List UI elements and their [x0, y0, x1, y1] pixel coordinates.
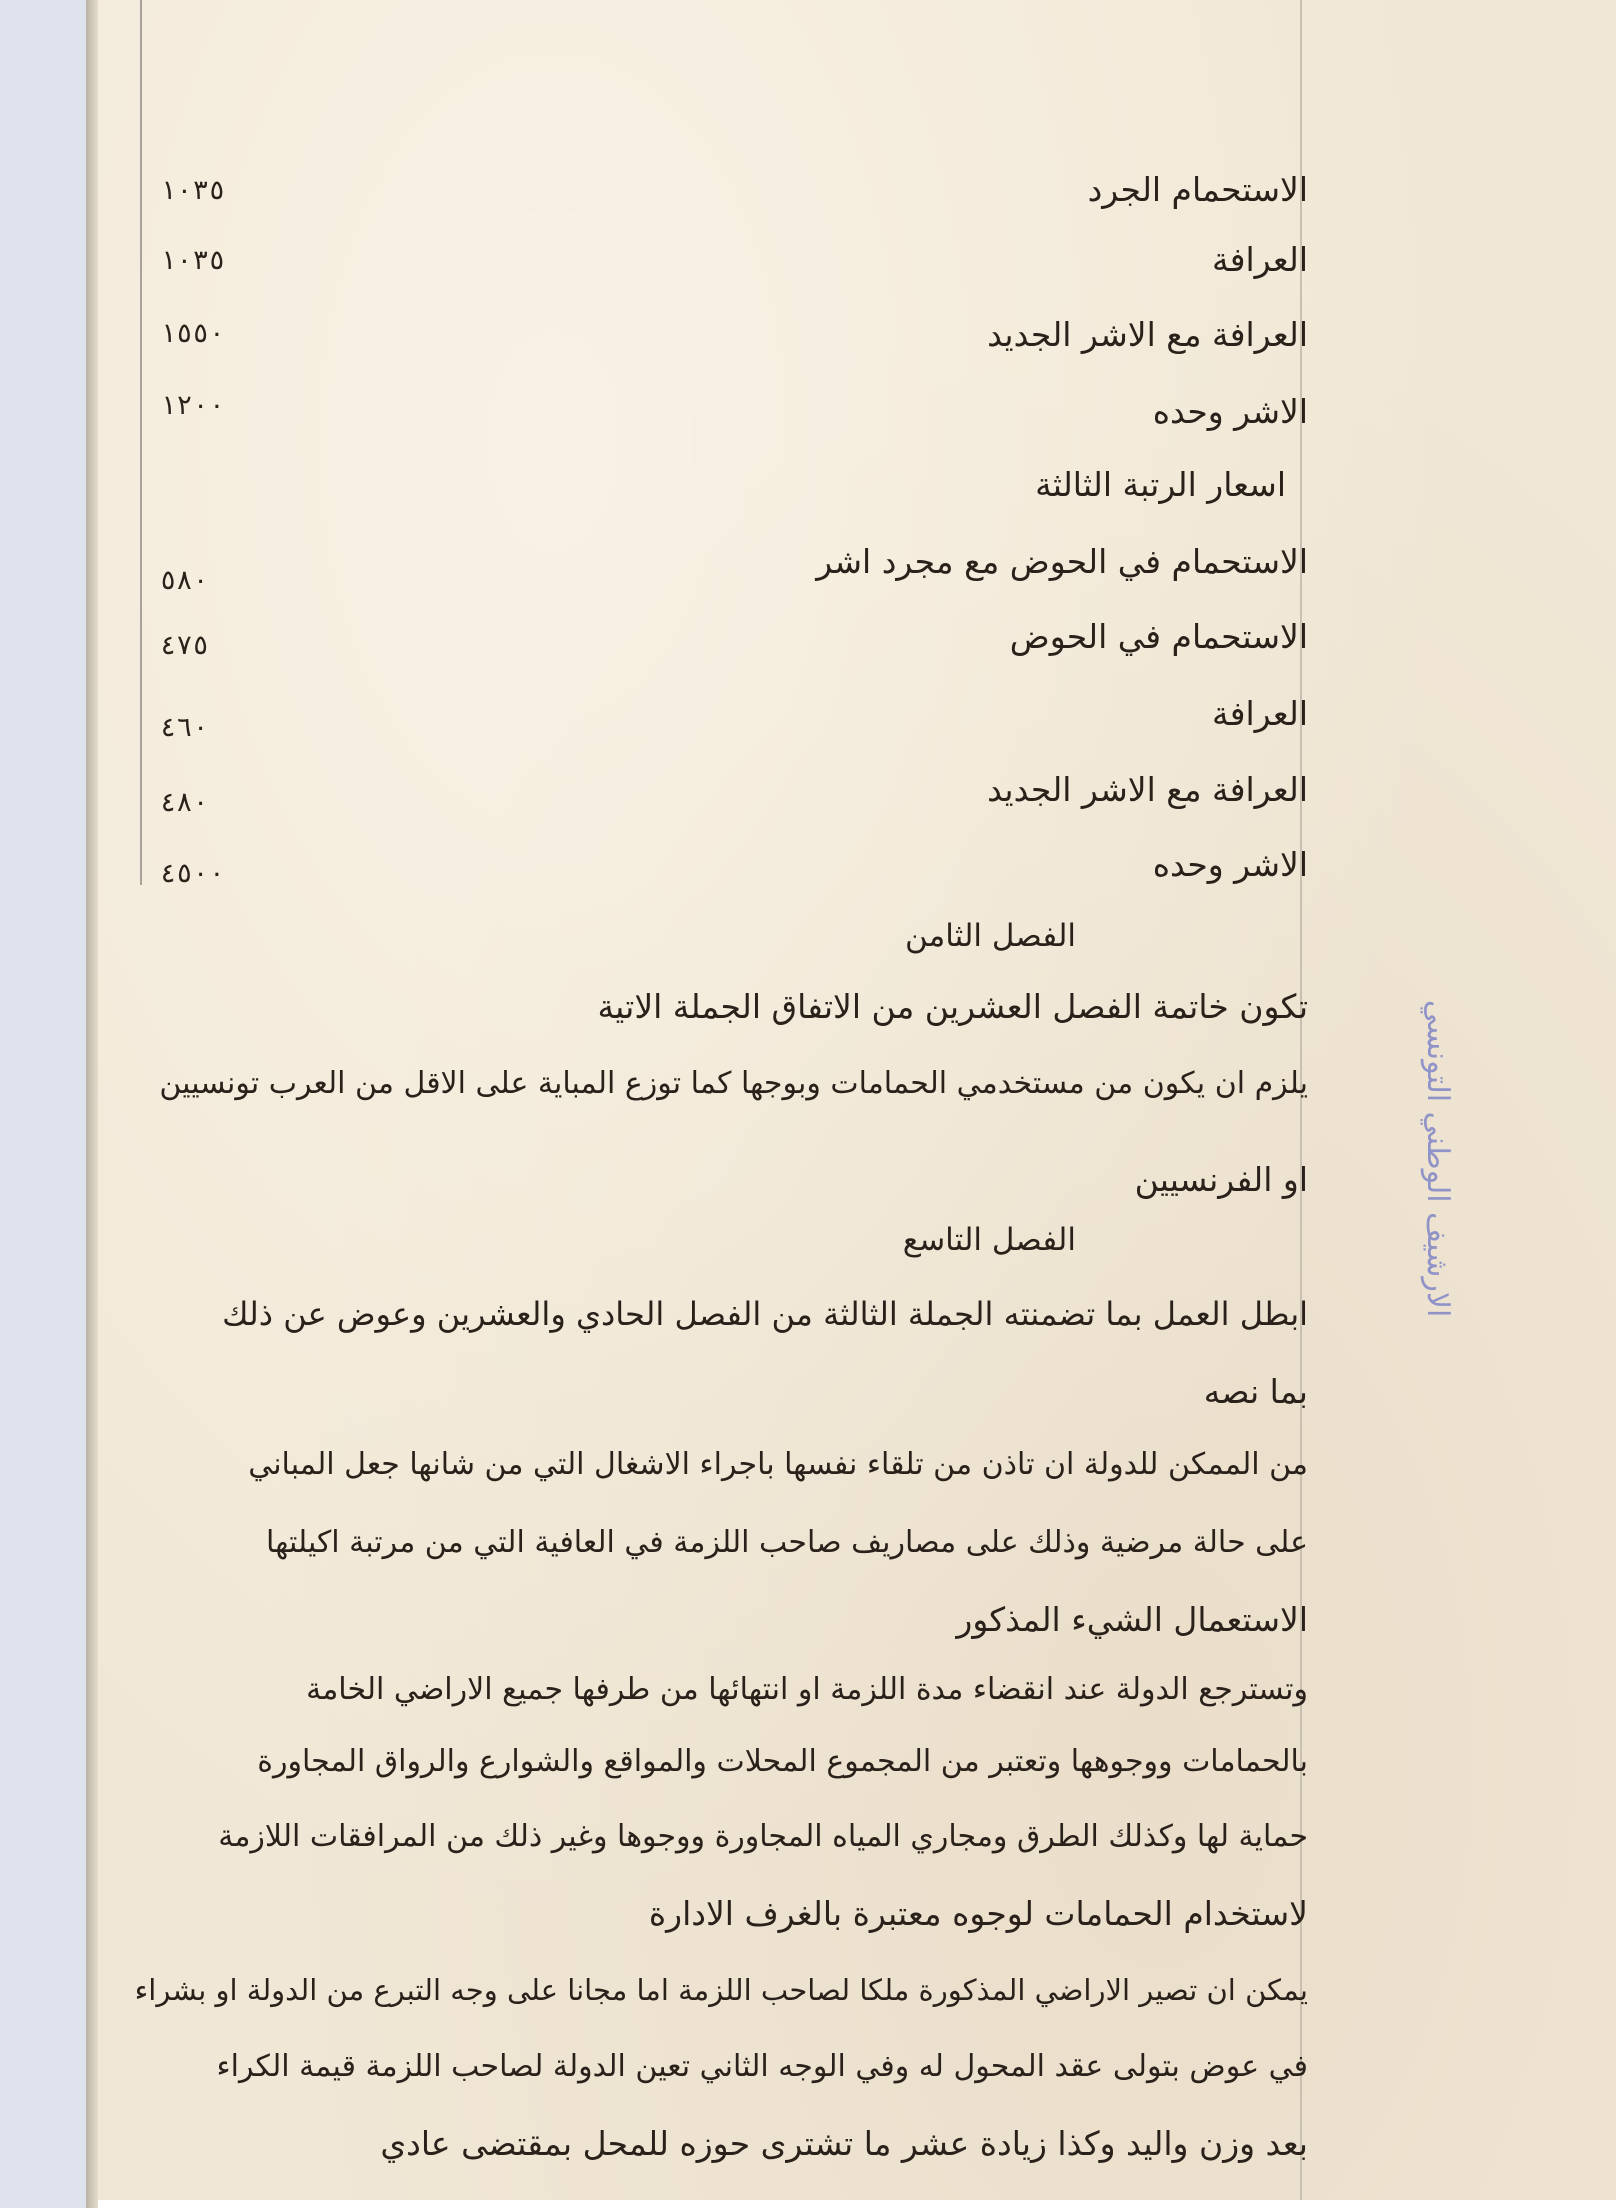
text-line: يمكن ان تصير الاراضي المذكورة ملكا لصاحب اللزمة اما مجانا على وجه التبرع من الدولة او بشراء — [134, 1973, 1308, 2007]
scanner-background — [0, 0, 86, 2208]
price-value: ١٠٣٥ — [160, 245, 226, 276]
price-label: العرافة — [1212, 694, 1308, 733]
text-line: بعد وزن واليد وكذا زيادة عشر ما تشترى حوزه للمحل بمقتضى عادي — [380, 2124, 1308, 2163]
text-line: من الممكن للدولة ان تاذن من تلقاء نفسها باجراء الاشغال التي من شانها جعل المباني — [248, 1447, 1308, 1482]
page-bottom-edge — [98, 2200, 1616, 2208]
text-line: او الفرنسيين — [1134, 1160, 1308, 1199]
price-label: الاشر وحده — [1152, 845, 1308, 884]
text-line: تكون خاتمة الفصل العشرين من الاتفاق الجملة الاتية — [597, 987, 1308, 1026]
price-value: ٤٧٥ — [160, 630, 209, 661]
price-label: الاشر وحده — [1152, 392, 1308, 431]
price-label: العرافة مع الاشر الجديد — [987, 315, 1308, 354]
price-label: العرافة مع الاشر الجديد — [987, 770, 1308, 809]
text-line: ابطل العمل بما تضمنته الجملة الثالثة من الفصل الحادي والعشرين وعوض عن ذلك — [222, 1295, 1308, 1333]
price-label: الاستحمام في الحوض — [1009, 617, 1308, 656]
text-line: الاستعمال الشيء المذكور — [956, 1600, 1308, 1639]
text-line: بالحمامات ووجوهها وتعتبر من المجموع المحلات والمواقع والشوارع والرواق المجاورة — [257, 1744, 1308, 1779]
price-value: ١٥٥٠ — [160, 318, 226, 349]
text-line: يلزم ان يكون من مستخدمي الحمامات وبوجها كما توزع المباية على الاقل من العرب تونسيين — [159, 1066, 1308, 1101]
text-line: لاستخدام الحمامات لوجوه معتبرة بالغرف الادارة — [648, 1894, 1308, 1933]
price-label: الاستحمام الجرد — [1087, 170, 1308, 209]
price-value: ١٢٠٠ — [160, 390, 226, 421]
section-title: الفصل التاسع — [902, 1222, 1076, 1258]
text-line: في عوض بتولى عقد المحول له وفي الوجه الثاني تعين الدولة لصاحب اللزمة قيمة الكراء — [216, 2049, 1308, 2084]
price-value: ٥٨٠ — [160, 565, 209, 596]
price-label: الاستحمام في الحوض مع مجرد اشر — [816, 542, 1308, 581]
price-value: ١٠٣٥ — [160, 175, 226, 206]
text-line: على حالة مرضية وذلك على مصاريف صاحب اللزمة في العافية التي من مرتبة اكيلتها — [266, 1525, 1308, 1560]
text-line: بما نصه — [1203, 1372, 1308, 1411]
page-edge-shadow — [86, 0, 98, 2208]
third-rank-title: اسعار الرتبة الثالثة — [1035, 465, 1286, 504]
price-label: العرافة — [1212, 240, 1308, 279]
price-value: ٤٥٠٠ — [160, 858, 226, 889]
price-value: ٤٨٠ — [160, 787, 209, 818]
section-title: الفصل الثامن — [904, 918, 1076, 954]
archive-stamp: الارشيف الوطني التونسي — [1420, 1000, 1455, 1318]
text-line: حماية لها وكذلك الطرق ومجاري المياه المجاورة ووجوها وغير ذلك من المرافقات اللازمة — [218, 1819, 1308, 1854]
text-line: وتسترجع الدولة عند انقضاء مدة اللزمة او انتهائها من طرفها جميع الاراضي الخامة — [306, 1672, 1308, 1707]
price-value: ٤٦٠ — [160, 712, 209, 743]
price-column-rule — [140, 0, 142, 885]
